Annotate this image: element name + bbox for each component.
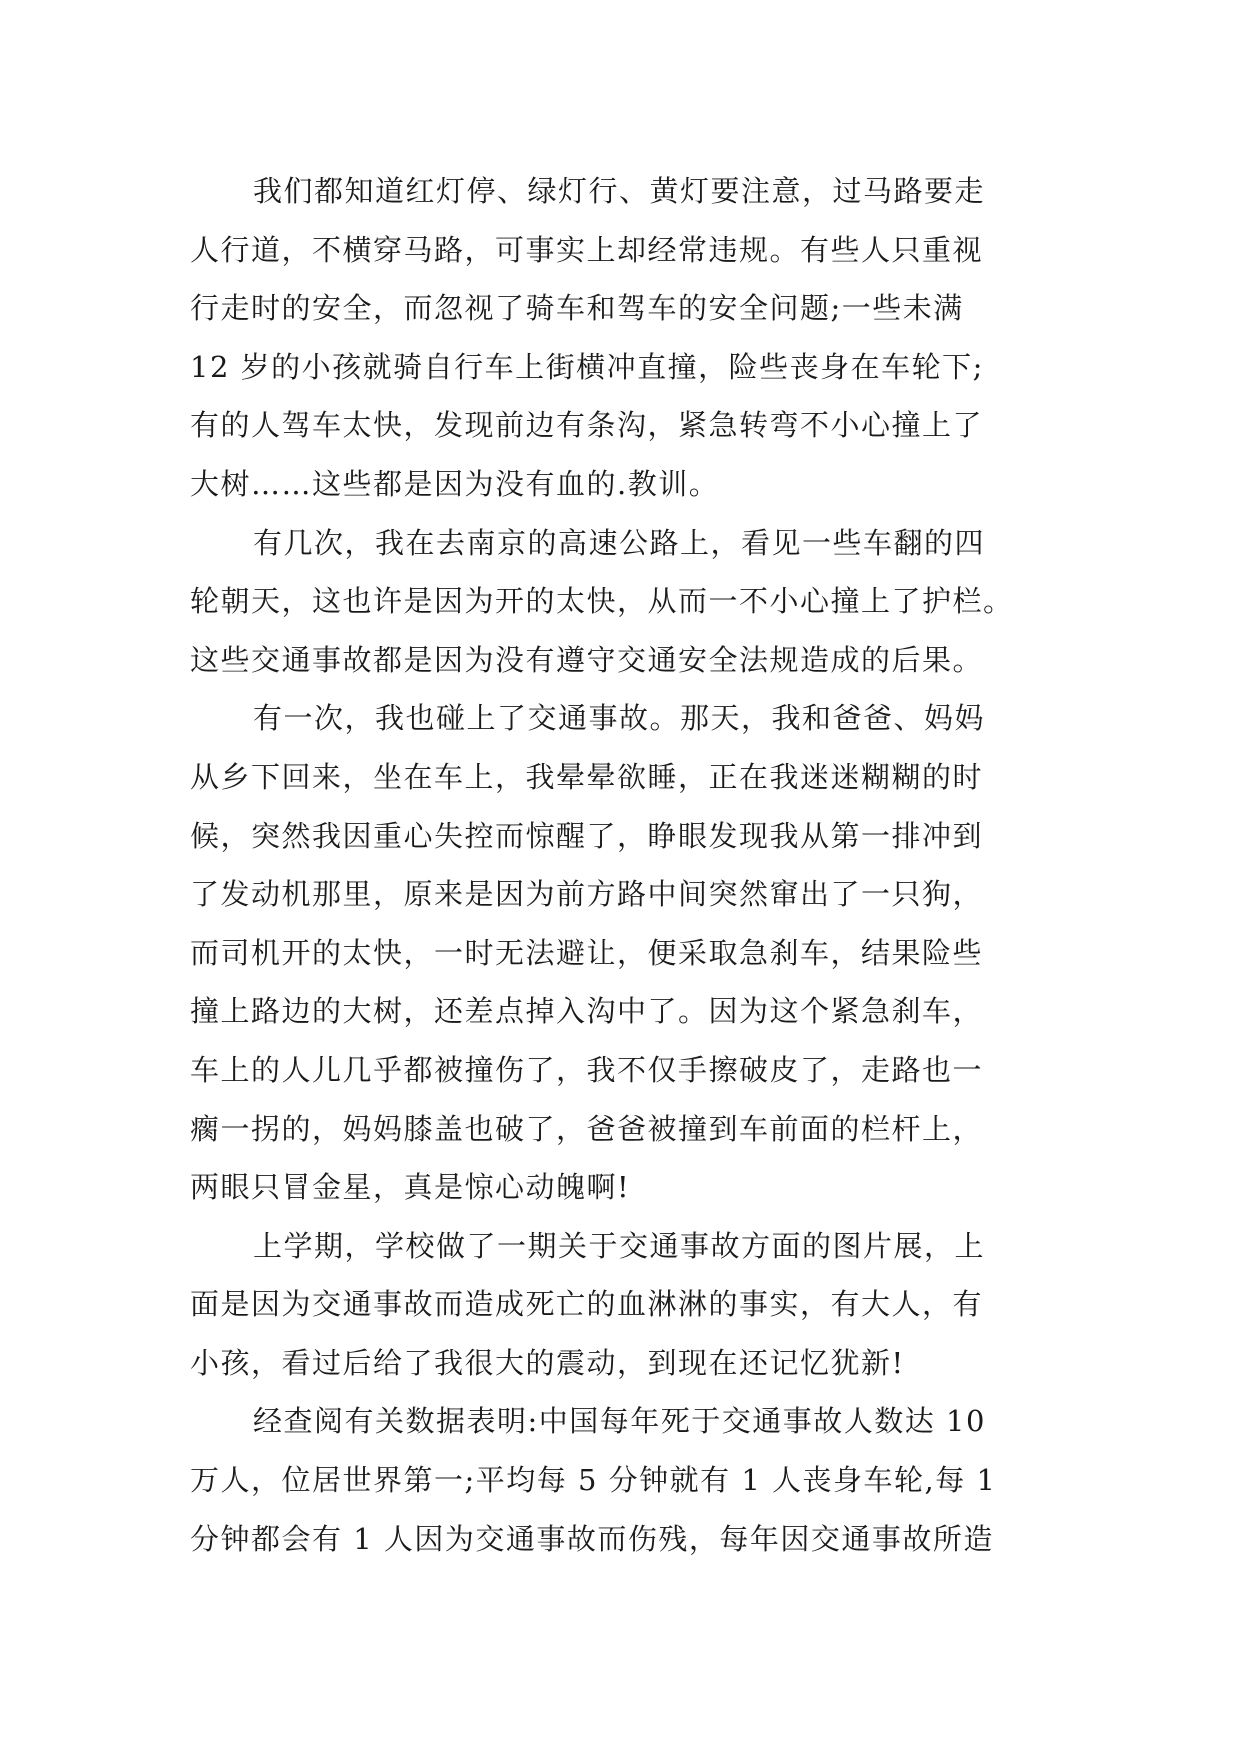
text-line: 这些交通事故都是因为没有遵守交通安全法规造成的后果。 (190, 642, 984, 677)
text-line: 分钟都会有 1 人因为交通事故而伤残，每年因交通事故所造 (190, 1521, 994, 1556)
text-line: 人行道，不横穿马路，可事实上却经常违规。有些人只重视 (190, 232, 984, 267)
text-line: 万人，位居世界第一;平均每 5 分钟就有 1 人丧身车轮,每 1 (190, 1463, 997, 1498)
paragraph (190, 1217, 1070, 1393)
text-line: 面是因为交通事故而造成死亡的血淋淋的事实，有大人，有 (190, 1287, 984, 1322)
text-line: 上学期，学校做了一期关于交通事故方面的图片展，上 (253, 1228, 986, 1263)
text-line: 撞上路边的大树，还差点掉入沟中了。因为这个紧急刹车， (190, 994, 984, 1029)
text-line: 经查阅有关数据表明:中国每年死于交通事故人数达 10 (253, 1404, 986, 1439)
text-line: 候，突然我因重心失控而惊醒了，睁眼发现我从第一排冲到 (190, 818, 984, 853)
text-line: 行走时的安全，而忽视了骑车和驾车的安全问题;一些未满 (190, 291, 964, 326)
text-line: 大树……这些都是因为没有血的.教训。 (190, 466, 720, 501)
paragraph (190, 1392, 1070, 1568)
text-line: 12 岁的小孩就骑自行车上街横冲直撞，险些丧身在车轮下; (190, 349, 984, 384)
text-line: 了发动机那里，原来是因为前方路中间突然窜出了一只狗， (190, 877, 984, 912)
text-line: 从乡下回来，坐在车上，我晕晕欲睡，正在我迷迷糊糊的时 (190, 759, 984, 794)
text-line: 瘸一拐的，妈妈膝盖也破了，爸爸被撞到车前面的栏杆上， (190, 1111, 984, 1146)
text-line: 有几次，我在去南京的高速公路上，看见一些车翻的四 (253, 525, 986, 560)
text-line: 轮朝天，这也许是因为开的太快，从而一不小心撞上了护栏。 (190, 584, 1014, 619)
paragraph (190, 689, 1070, 1216)
text-line: 而司机开的太快，一时无法避让，便采取急刹车，结果险些 (190, 935, 984, 970)
document-body (190, 162, 1070, 1568)
text-line: 有一次，我也碰上了交通事故。那天，我和爸爸、妈妈 (253, 701, 986, 736)
text-line: 有的人驾车太快，发现前边有条沟，紧急转弯不小心撞上了 (190, 408, 984, 443)
text-line: 车上的人儿几乎都被撞伤了，我不仅手擦破皮了，走路也一 (190, 1052, 984, 1087)
paragraph (190, 162, 1070, 514)
text-line: 小孩，看过后给了我很大的震动，到现在还记忆犹新! (190, 1345, 905, 1380)
text-line: 两眼只冒金星，真是惊心动魄啊! (190, 1170, 631, 1205)
paragraph (190, 514, 1070, 690)
text-line: 我们都知道红灯停、绿灯行、黄灯要注意，过马路要走 (253, 174, 986, 208)
